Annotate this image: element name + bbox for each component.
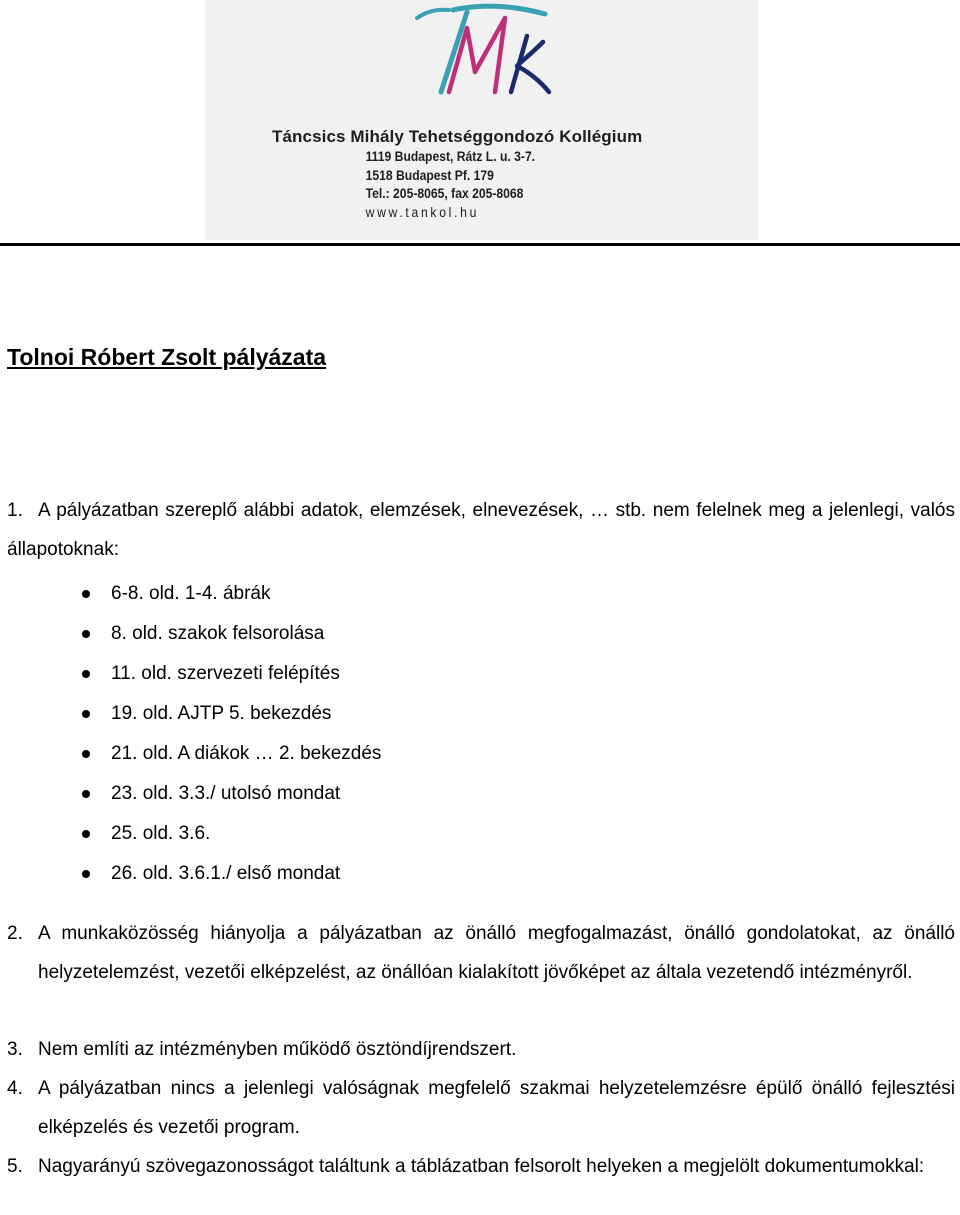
bullet-list bbox=[80, 574, 580, 894]
address-line-2: 1518 Budapest Pf. 179 bbox=[365, 167, 494, 183]
header-divider bbox=[0, 243, 960, 246]
letterhead-text bbox=[272, 126, 712, 222]
bullet-dot-icon bbox=[82, 750, 90, 758]
list-item bbox=[80, 814, 580, 854]
list-item bbox=[80, 574, 580, 614]
item-text: A munkaközösség hiányolja a pályázatban az önálló megfogalmazást, önálló gondolatokat, az önálló helyzetelemzést, vezetői elképzelést, az önállóan kialakított jövőképet az általa vezetendő intézményről. bbox=[38, 923, 955, 983]
item-number: 2. bbox=[7, 923, 23, 944]
institution-name: Táncsics Mihály Tehetséggondozó Kollégium bbox=[272, 127, 643, 146]
item-number: 1. bbox=[7, 500, 23, 521]
item-text: Nagyarányú szövegazonosságot találtunk a táblázatban felsorolt helyeken a megjelölt dokumentumokkal: bbox=[38, 1156, 925, 1177]
numbered-item-2 bbox=[7, 915, 955, 992]
address-line-1: 1119 Budapest, Rátz L. u. 3-7. bbox=[365, 149, 536, 164]
bullet-dot-icon bbox=[82, 590, 90, 598]
bullet-dot-icon bbox=[82, 790, 90, 798]
list-item-text: 8. old. szakok felsorolása bbox=[111, 623, 325, 644]
list-item bbox=[80, 774, 580, 814]
list-item bbox=[80, 854, 580, 894]
bullet-dot-icon bbox=[82, 830, 90, 838]
item-text: Nem említi az intézményben működő ösztöndíjrendszert. bbox=[38, 1039, 517, 1060]
list-item-text: 11. old. szervezeti felépítés bbox=[111, 663, 340, 684]
bullet-dot-icon bbox=[82, 710, 90, 718]
numbered-item-5 bbox=[7, 1148, 955, 1187]
item-text: A pályázatban szereplő alábbi adatok, elemzések, elnevezések, … stb. nem felelnek meg a jelenlegi, valós állapotoknak: bbox=[7, 500, 955, 560]
item-number: 4. bbox=[7, 1078, 23, 1099]
item-number: 3. bbox=[7, 1039, 23, 1060]
numbered-item-1 bbox=[7, 492, 955, 569]
institution-logo bbox=[205, 0, 758, 120]
list-item bbox=[80, 614, 580, 654]
item-number: 5. bbox=[7, 1156, 23, 1177]
numbered-item-3 bbox=[7, 1031, 955, 1070]
bullet-dot-icon bbox=[82, 870, 90, 878]
list-item-text: 19. old. AJTP 5. bekezdés bbox=[111, 703, 332, 724]
list-item bbox=[80, 694, 580, 734]
list-item-text: 25. old. 3.6. bbox=[111, 823, 211, 844]
list-item-text: 23. old. 3.3./ utolsó mondat bbox=[111, 783, 341, 804]
list-item-text: 6-8. old. 1-4. ábrák bbox=[111, 583, 271, 604]
bullet-dot-icon bbox=[82, 670, 90, 678]
list-item bbox=[80, 734, 580, 774]
list-item bbox=[80, 654, 580, 694]
numbered-item-4 bbox=[7, 1070, 955, 1147]
website-link[interactable]: www.tankol.hu bbox=[365, 204, 480, 220]
bullet-dot-icon bbox=[82, 630, 90, 638]
page-title: Tolnoi Róbert Zsolt pályázata bbox=[7, 344, 327, 370]
list-item-text: 26. old. 3.6.1./ első mondat bbox=[111, 863, 341, 884]
item-text: A pályázatban nincs a jelenlegi valóságnak megfelelő szakmai helyzetelemzésre épülő önálló fejlesztési elképzelés és vezetői program. bbox=[38, 1078, 955, 1138]
phone-line: Tel.: 205-8065, fax 205-8068 bbox=[365, 186, 524, 201]
list-item-text: 21. old. A diákok … 2. bekezdés bbox=[111, 743, 382, 764]
